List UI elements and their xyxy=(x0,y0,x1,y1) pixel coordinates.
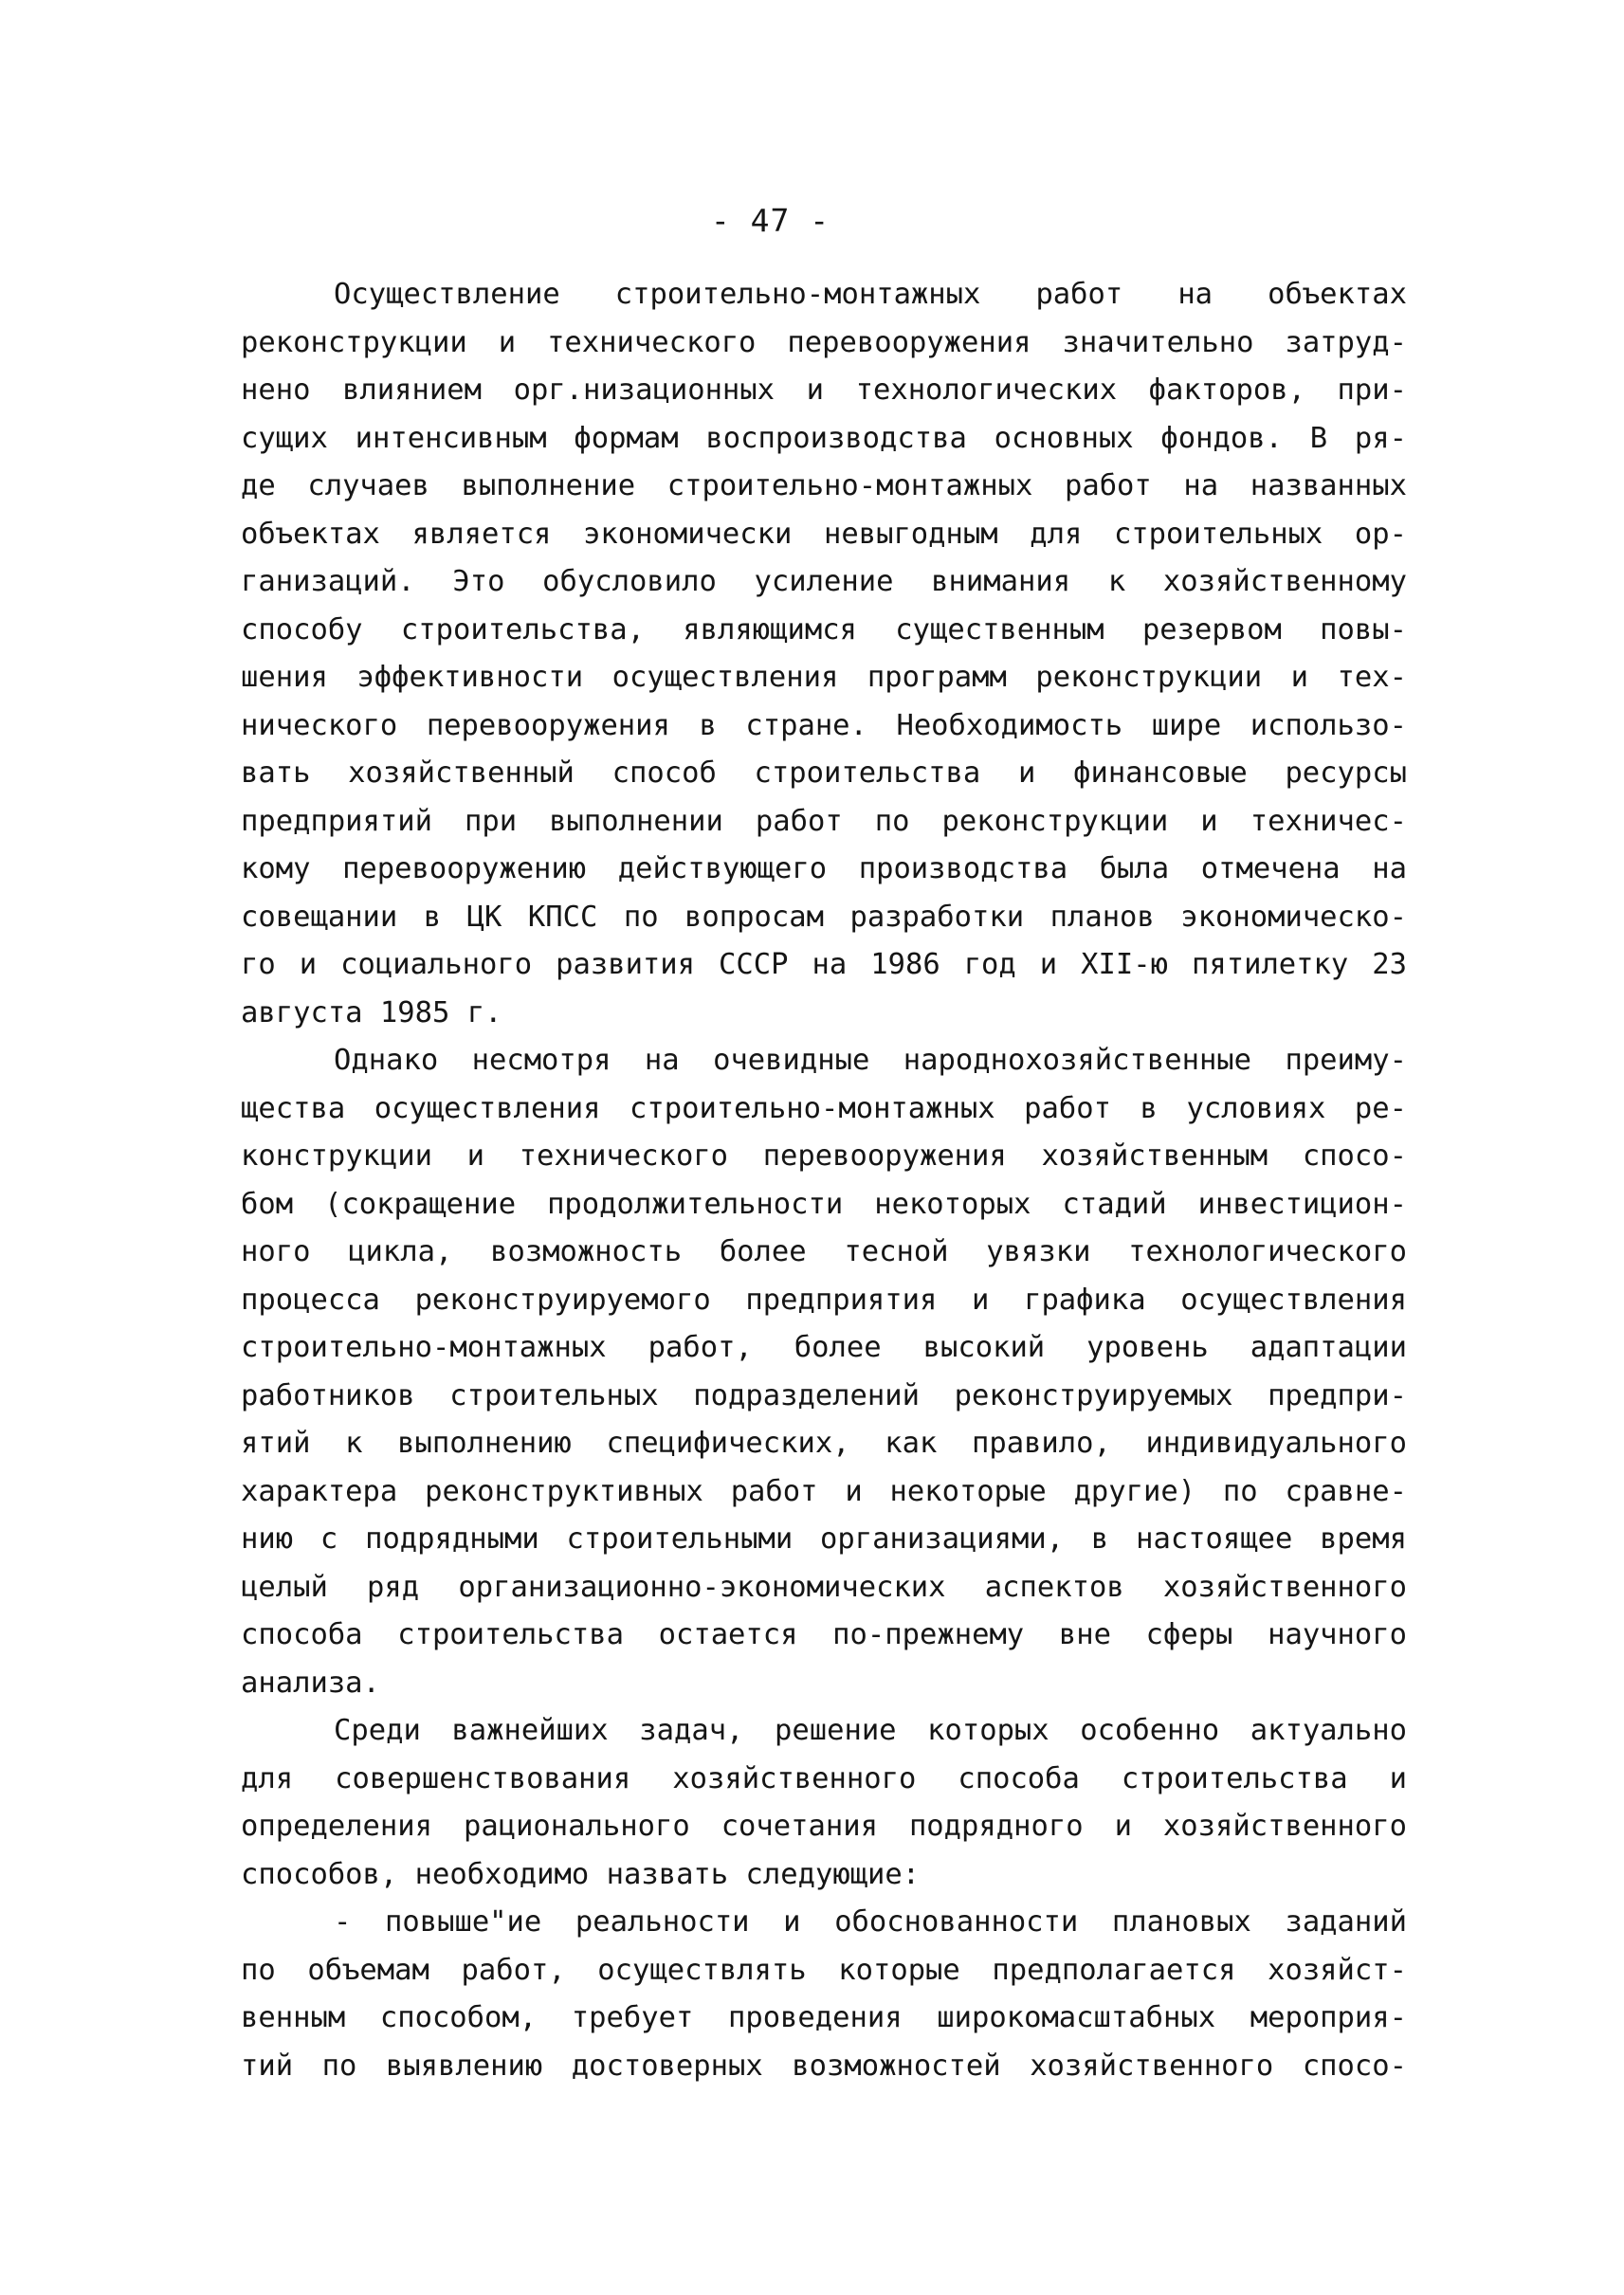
text-line: определения рационального сочетания подрядного и хозяйственного xyxy=(241,1810,1407,1843)
text-line: реконструкции и технического перевооружения значительно затруд- xyxy=(241,325,1407,359)
text-line: нию с подрядными строительными организациями, в настоящее время xyxy=(241,1522,1407,1556)
text-line: Однако несмотря на очевидные народнохозяйственные преиму- xyxy=(334,1044,1407,1077)
body-text xyxy=(241,271,1407,2090)
text-line: объектах является экономически невыгодным для строительных ор- xyxy=(241,517,1407,551)
text-line: процесса реконструируемого предприятия и графика осуществления xyxy=(241,1283,1407,1317)
text-line: сущих интенсивным формам воспроизводства основных фондов. В ря- xyxy=(241,421,1407,455)
text-line: нено влиянием орг.низационных и технологических факторов, при- xyxy=(241,373,1407,407)
text-line: шения эффективности осуществления программ реконструкции и тех- xyxy=(241,661,1407,694)
text-line: строительно-монтажных работ, более высокий уровень адаптации xyxy=(241,1331,1407,1364)
text-line: анализа. xyxy=(241,1666,380,1700)
text-line: Осуществление строительно-монтажных работ на объектах xyxy=(334,278,1407,311)
text-line: способов, необходимо назвать следующие: xyxy=(241,1857,921,1891)
text-line: целый ряд организационно-экономических аспектов хозяйственного xyxy=(241,1570,1407,1604)
text-line: конструкции и технического перевооружения хозяйственным спосо- xyxy=(241,1139,1407,1173)
text-line: щества осуществления строительно-монтажных работ в условиях ре- xyxy=(241,1091,1407,1125)
text-line: ятий к выполнению специфических, как правило, индивидуального xyxy=(241,1427,1407,1460)
text-line: совещании в ЦК КПСС по вопросам разработки планов экономическо- xyxy=(241,900,1407,934)
text-line: способа строительства остается по-прежнему вне сферы научного xyxy=(241,1618,1407,1651)
text-line: вать хозяйственный способ строительства и финансовые ресурсы xyxy=(241,756,1407,790)
text-line: бом (сокращение продолжительности некоторых стадий инвестицион- xyxy=(241,1187,1407,1221)
text-line: способу строительства, являющимся существенным резервом повы- xyxy=(241,612,1407,647)
text-line: работников строительных подразделений реконструируемых предпри- xyxy=(241,1378,1407,1412)
text-line: де случаев выполнение строительно-монтажных работ на названных xyxy=(241,469,1407,502)
text-line: для совершенствования хозяйственного способа строительства и xyxy=(241,1761,1407,1795)
text-line: нического перевооружения в стране. Необходимость шире использо- xyxy=(241,708,1407,742)
text-line: характера реконструктивных работ и некоторые другие) по сравне- xyxy=(241,1474,1407,1508)
text-line: кому перевооружению действующего производства была отмечена на xyxy=(241,852,1407,885)
text-line: по объемам работ, осуществлять которые предполагается хозяйст- xyxy=(241,1953,1407,1987)
text-line: Среди важнейших задач, решение которых особенно актуально xyxy=(334,1714,1407,1747)
text-line: ного цикла, возможность более тесной увязки технологического xyxy=(241,1235,1407,1268)
page-number: - 47 - xyxy=(710,202,830,239)
text-line: тий по выявлению достоверных возможностей хозяйственного спосо- xyxy=(241,2049,1407,2083)
text-line: го и социального развития СССР на 1986 год и XII-ю пятилетку 23 xyxy=(241,948,1407,981)
text-line: августа 1985 г. xyxy=(241,995,502,1029)
text-line: венным способом, требует проведения широкомасштабных мероприя- xyxy=(241,2001,1407,2034)
text-line: - повыше"ие реальности и обоснованности плановых заданий xyxy=(334,1905,1407,1939)
text-line: ганизаций. Это обусловило усиление внимания к хозяйственному xyxy=(241,565,1407,598)
text-line: предприятий при выполнении работ по реконструкции и техничес- xyxy=(241,804,1407,838)
